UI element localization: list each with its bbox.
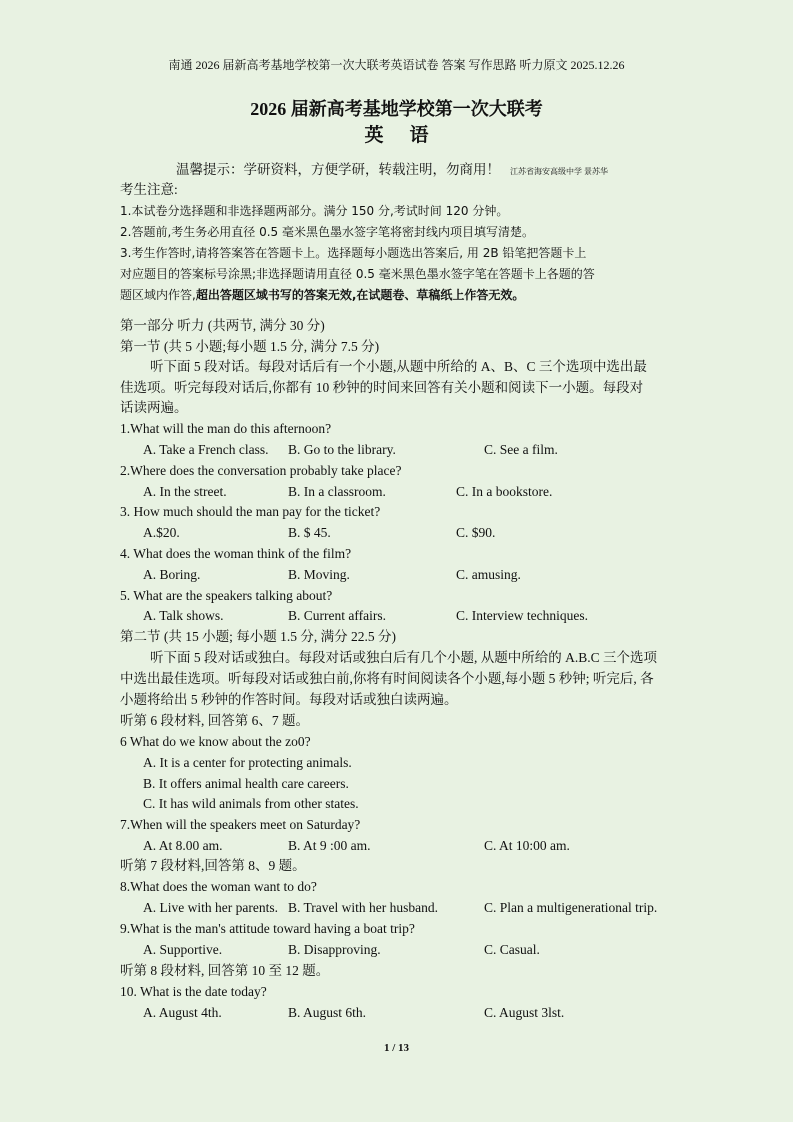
q1-option-a: A. Take a French class. bbox=[143, 442, 269, 457]
notice bbox=[176, 160, 736, 182]
q9-options bbox=[143, 940, 703, 960]
q2-stem: 2.Where does the conversation probably take place? bbox=[120, 463, 402, 478]
instruction-3c bbox=[120, 285, 680, 305]
q2-option-a: A. In the street. bbox=[143, 484, 227, 499]
exam-subject: 英语 bbox=[364, 125, 455, 146]
q8-option-b: B. Travel with her husband. bbox=[288, 900, 438, 915]
q5-stem: 5. What are the speakers talking about? bbox=[120, 588, 333, 603]
notice-text: 温馨提示：学研资料，方便学研，转载注明，勿商用！ bbox=[176, 162, 500, 177]
q5-option-a: A. Talk shows. bbox=[143, 608, 224, 623]
page-header: 南通 2026 届新高考基地学校第一次大联考英语试卷 答案 写作思路 听力原文 2025.12.26 bbox=[168, 58, 625, 72]
sec1-direction-1: 听下面 5 段对话。每段对话后有一个小题,从题中所给的 A、B、C 三个选项中选出最 bbox=[150, 359, 647, 374]
q4-option-a: A. Boring. bbox=[143, 567, 201, 582]
q1-option-c: C. See a film. bbox=[484, 442, 558, 457]
instructions-title: 考生注意: bbox=[120, 182, 178, 197]
q10-option-b: B. August 6th. bbox=[288, 1005, 367, 1020]
notice-small: 江苏省海安高级中学 景苏华 bbox=[510, 167, 608, 176]
q4-option-b: B. Moving. bbox=[288, 567, 350, 582]
q7-option-c: C. At 10:00 am. bbox=[484, 838, 570, 853]
exam-title: 2026 届新高考基地学校第一次大联考 bbox=[250, 99, 543, 119]
q3-option-a: A.$20. bbox=[143, 525, 180, 540]
q2-option-c: C. In a bookstore. bbox=[456, 484, 553, 499]
q6-stem: 6 What do we know about the zo0? bbox=[120, 734, 311, 749]
q6-option-c: C. It has wild animals from other states. bbox=[143, 796, 359, 811]
q3-options bbox=[143, 523, 703, 543]
q10-options bbox=[143, 1003, 703, 1023]
sec2-direction-1: 听下面 5 段对话或独白。每段对话或独白后有几个小题, 从题中所给的 A.B.C 三个选项 bbox=[150, 650, 658, 665]
q10-stem: 10. What is the date today? bbox=[120, 984, 267, 999]
sec2-title: 第二节 (共 15 小题; 每小题 1.5 分, 满分 22.5 分) bbox=[120, 629, 396, 644]
instruction-2: 2.答题前,考生务必用直径 0.5 毫米黑色墨水签字笔将密封线内项目填写清楚。 bbox=[120, 225, 534, 239]
sec2-direction-3: 小题将给出 5 秒钟的作答时间。每段对话或独白读两遍。 bbox=[120, 692, 458, 707]
q5-option-b: B. Current affairs. bbox=[288, 608, 386, 623]
material-6: 听第 6 段材料, 回答第 6、7 题。 bbox=[120, 713, 309, 728]
q5-option-c: C. Interview techniques. bbox=[456, 608, 588, 623]
q3-option-c: C. $90. bbox=[456, 525, 496, 540]
q9-stem: 9.What is the man's attitude toward having a boat trip? bbox=[120, 921, 415, 936]
q3-option-b: B. $ 45. bbox=[288, 525, 331, 540]
material-7: 听第 7 段材料,回答第 8、9 题。 bbox=[120, 858, 306, 873]
q1-option-b: B. Go to the library. bbox=[288, 442, 396, 457]
q10-option-a: A. August 4th. bbox=[143, 1005, 222, 1020]
q8-options bbox=[143, 898, 703, 918]
q6-option-b: B. It offers animal health care careers. bbox=[143, 776, 349, 791]
q10-option-c: C. August 3lst. bbox=[484, 1005, 565, 1020]
q9-option-a: A. Supportive. bbox=[143, 942, 223, 957]
q4-option-c: C. amusing. bbox=[456, 567, 521, 582]
q7-option-b: B. At 9 :00 am. bbox=[288, 838, 371, 853]
sec1-title: 第一节 (共 5 小题;每小题 1.5 分, 满分 7.5 分) bbox=[120, 339, 380, 354]
q2-option-b: B. In a classroom. bbox=[288, 484, 386, 499]
sec2-direction-2: 中选出最佳选项。听每段对话或独白前,你将有时间阅读各个小题,每小题 5 秒钟; 听完后, 各 bbox=[120, 671, 654, 686]
q3-stem: 3. How much should the man pay for the ticket? bbox=[120, 504, 381, 519]
q1-stem: 1.What will the man do this afternoon? bbox=[120, 421, 332, 436]
q1-options bbox=[143, 440, 703, 460]
q2-options bbox=[143, 482, 703, 502]
instruction-3b: 对应题目的答案标号涂黑;非选择题请用直径 0.5 毫米黑色墨水签字笔在答题卡上各题的答 bbox=[120, 267, 595, 281]
page-number: 1 / 13 bbox=[383, 1042, 410, 1054]
sec1-direction-3: 话读两遍。 bbox=[120, 400, 188, 415]
q7-options bbox=[143, 836, 703, 856]
instruction-3a: 3.考生作答时,请将答案答在答题卡上。选择题每小题选出答案后, 用 2B 铅笔把答题卡上 bbox=[120, 246, 587, 260]
instruction-1: 1.本试卷分选择题和非选择题两部分。满分 150 分,考试时间 120 分钟。 bbox=[120, 204, 509, 218]
q6-option-a: A. It is a center for protecting animals. bbox=[143, 755, 352, 770]
instruction-3c-text: 题区域内作答, bbox=[120, 288, 196, 302]
q7-stem: 7.When will the speakers meet on Saturday? bbox=[120, 817, 361, 832]
q4-stem: 4. What does the woman think of the film? bbox=[120, 546, 352, 561]
instruction-3d-bold: 超出答题区域书写的答案无效,在试题卷、草稿纸上作答无效。 bbox=[195, 288, 525, 302]
q8-option-c: C. Plan a multigenerational trip. bbox=[484, 900, 658, 915]
q9-option-c: C. Casual. bbox=[484, 942, 540, 957]
part1-title: 第一部分 听力 (共两节, 满分 30 分) bbox=[120, 318, 325, 333]
sec1-direction-2: 佳选项。听完每段对话后,你都有 10 秒钟的时间来回答有关小题和阅读下一小题。每段对 bbox=[120, 380, 644, 395]
q8-stem: 8.What does the woman want to do? bbox=[120, 879, 317, 894]
q4-options bbox=[143, 565, 703, 585]
material-8: 听第 8 段材料, 回答第 10 至 12 题。 bbox=[120, 963, 330, 978]
q9-option-b: B. Disapproving. bbox=[288, 942, 381, 957]
q7-option-a: A. At 8.00 am. bbox=[143, 838, 223, 853]
q8-option-a: A. Live with her parents. bbox=[143, 900, 278, 915]
q5-options bbox=[143, 606, 703, 626]
